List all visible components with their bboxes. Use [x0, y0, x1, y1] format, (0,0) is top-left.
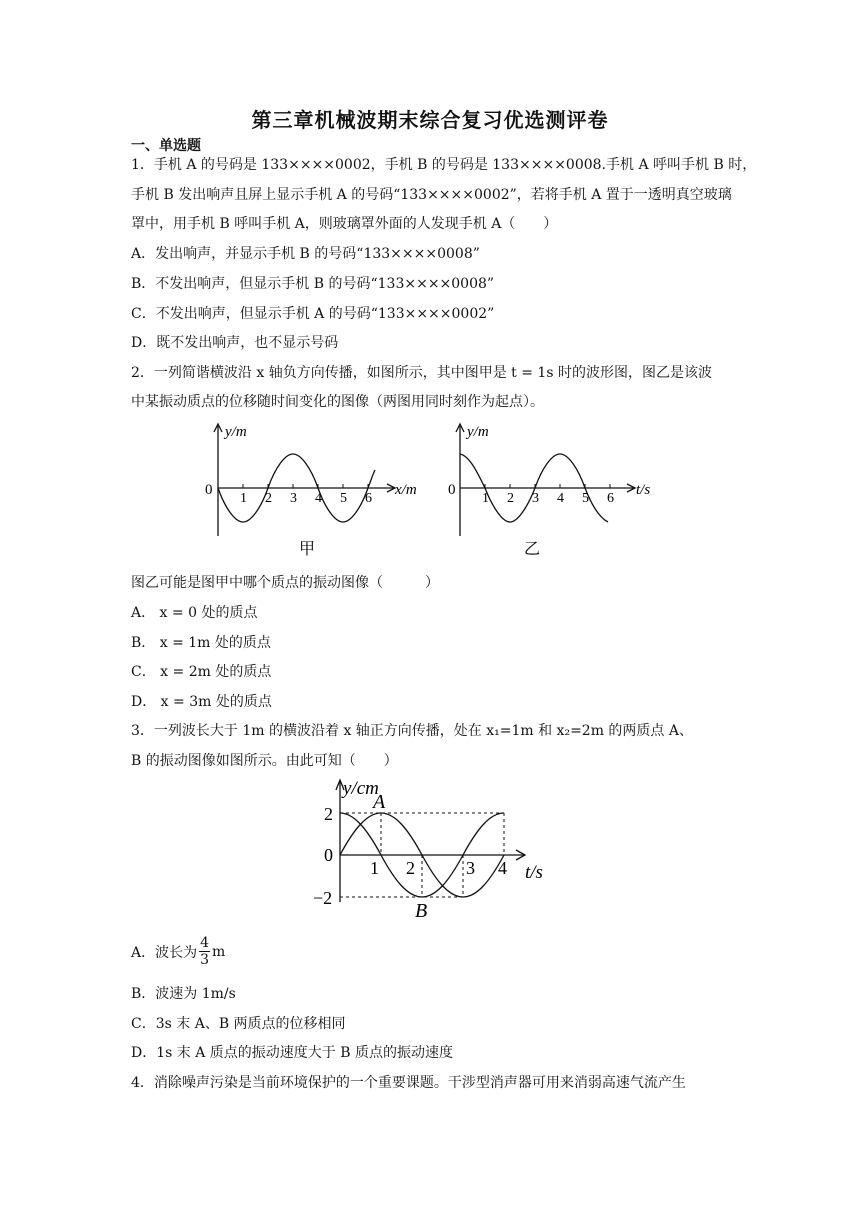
q2-option-d[interactable]: D． x = 3m 处的质点 — [131, 694, 272, 710]
jia-caption: 甲 — [299, 541, 316, 558]
jia-tick-2: 2 — [265, 491, 272, 506]
yi-caption: 乙 — [524, 541, 541, 558]
vibration-graph-yi — [440, 418, 680, 563]
q3-y-axis-label: y/cm — [343, 778, 379, 799]
q2-stem-line-2: 中某振动质点的位移随时间变化的图像（两图用同时刻作为起点）。 — [131, 394, 544, 410]
q3-stem-line-2: B 的振动图像如图所示。由此可知（ ） — [131, 753, 398, 769]
q3-option-b[interactable]: B．波速为 1m/s — [131, 986, 236, 1002]
q3-option-a-unit: m — [212, 943, 226, 960]
yi-origin-label: 0 — [448, 482, 456, 498]
yi-tick-5: 5 — [582, 491, 589, 506]
q3-point-b-label: B — [415, 900, 428, 920]
q4-stem-line-1: 4．消除噪声污染是当前环境保护的一个重要课题。干涉型消声器可用来消弱高速气流产生 — [131, 1075, 686, 1091]
yi-tick-6: 6 — [607, 491, 614, 506]
q1-option-c[interactable]: C．不发出响声，但显示手机 A 的号码“133××××0002” — [131, 306, 495, 322]
q1-stem-line-2: 手机 B 发出响声且屏上显示手机 A 的号码“133××××0002”，若将手机 A 置于一透明真空玻璃 — [131, 187, 732, 203]
q1-stem-line-1: 1．手机 A 的号码是 133××××0002，手机 B 的号码是 133××××0008.手机 A 呼叫手机 B 时， — [131, 157, 757, 173]
q1-option-b[interactable]: B．不发出响声，但显示手机 B 的号码“133××××0008” — [131, 276, 495, 292]
q3-option-a-text: A．波长为 — [131, 944, 198, 961]
vibration-graph-ab — [305, 770, 565, 920]
jia-origin-label: 0 — [205, 482, 213, 498]
q2-option-b[interactable]: B． x = 1m 处的质点 — [131, 635, 271, 651]
q3-x-tick-3: 3 — [466, 858, 475, 878]
q3-option-c[interactable]: C．3s 末 A、B 两质点的位移相同 — [131, 1016, 346, 1032]
section-heading: 一、单选题 — [131, 138, 201, 154]
page-title: 第三章机械波期末综合复习优选测评卷 — [251, 108, 609, 132]
q2-option-a[interactable]: A． x = 0 处的质点 — [131, 605, 258, 621]
yi-tick-4: 4 — [557, 491, 564, 506]
jia-tick-1: 1 — [240, 491, 247, 506]
q1-stem-line-3: 罩中，用手机 B 呼叫手机 A，则玻璃罩外面的人发现手机 A（ ） — [131, 216, 558, 232]
yi-tick-3: 3 — [532, 491, 539, 506]
jia-tick-4: 4 — [315, 491, 322, 506]
jia-tick-3: 3 — [290, 491, 297, 506]
jia-tick-5: 5 — [340, 491, 347, 506]
q3-x-tick-2: 2 — [406, 858, 415, 878]
yi-y-axis-label: y/m — [467, 424, 489, 440]
q2-option-c[interactable]: C． x = 2m 处的质点 — [131, 664, 272, 680]
fraction-numerator: 4 — [200, 935, 210, 951]
jia-y-axis-label: y/m — [225, 424, 247, 440]
q3-option-a-fraction — [199, 935, 210, 968]
q1-option-d[interactable]: D．既不发出响声，也不显示号码 — [131, 335, 339, 351]
q3-x-tick-4: 4 — [498, 858, 507, 878]
jia-x-axis-label: x/m — [395, 482, 417, 498]
q2-stem-line-1: 2．一列简谐横波沿 x 轴负方向传播，如图所示，其中图甲是 t = 1s 时的波形图，图乙是该波 — [131, 365, 712, 381]
jia-tick-6: 6 — [365, 491, 372, 506]
yi-tick-1: 1 — [482, 491, 489, 506]
fraction-denominator: 3 — [200, 952, 210, 968]
q3-x-axis-label: t/s — [525, 862, 543, 883]
yi-x-axis-label: t/s — [636, 482, 651, 498]
q3-y-tick-minus-2: −2 — [313, 888, 333, 908]
q3-stem-line-1: 3．一列波长大于 1m 的横波沿着 x 轴正方向传播，处在 x₁=1m 和 x₂=2m 的两质点 A、 — [131, 723, 693, 739]
q2-question: 图乙可能是图甲中哪个质点的振动图像（ ） — [131, 575, 439, 591]
q3-option-a[interactable] — [131, 935, 225, 968]
q3-option-d[interactable]: D．1s 末 A 质点的振动速度大于 B 质点的振动速度 — [131, 1045, 453, 1061]
q3-point-a-label: A — [373, 791, 386, 813]
q3-y-tick-2: 2 — [324, 804, 333, 824]
q1-option-a[interactable]: A．发出响声，并显示手机 B 的号码“133××××0008” — [131, 246, 480, 262]
yi-tick-2: 2 — [507, 491, 514, 506]
q3-origin-label: 0 — [324, 845, 333, 865]
q3-x-tick-1: 1 — [370, 858, 379, 878]
wave-graph-jia — [195, 418, 435, 563]
